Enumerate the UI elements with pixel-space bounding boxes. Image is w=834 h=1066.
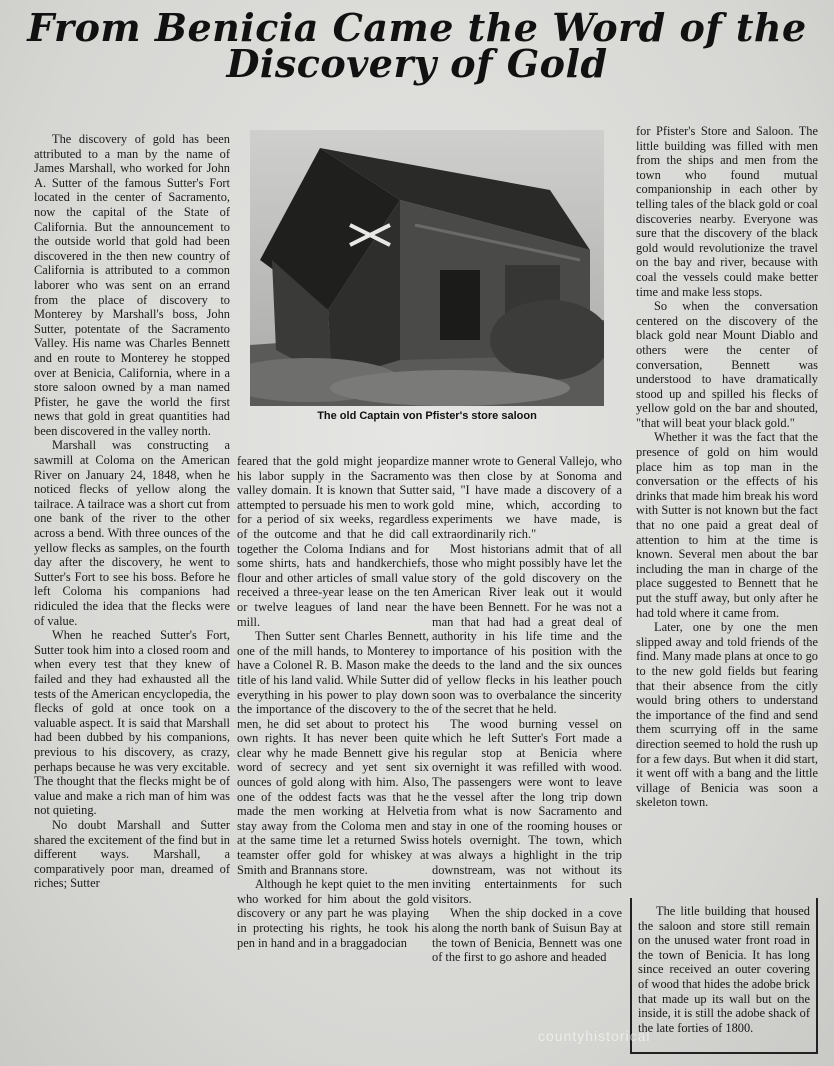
paragraph: Whether it was the fact that the presence of gold on him would place him as top man in the conversation or the effects of his drinks that made him break his word with Sutter is not known but the fact that no one paid a great deal of attention to him at the time is known. Several men about the bar including the man in charge of the place suggested to Bennett that he put the stuff away, but only after he had told where it came from. [636,430,818,620]
boxed-note [630,898,818,1054]
column-4 [636,124,818,896]
paragraph: Then Sutter sent Charles Bennett, one of the mill hands, to Monterey to have a Colonel R. B. Mason make the title of his land valid. While Sutter did everything in his power to play down the importance of the discovery to the men, he did set about to protect his own rights. It has never been quite clear why he made Bennett give his word of secrecy and yet sent six ounces of gold along with him. Also, one of the oddest facts was that he made the men working at Helvetia stay away from the Coloma men and at the same time let a returned Swiss teamster offer gold for whiskey at Smith and Brannans store. [237,629,429,877]
column-1 [34,132,230,1062]
headline-line-1: From Benicia Came the Word of the [27,5,807,50]
paragraph: The wood burning vessel on which he left Sutter's Fort made a regular stop at Benicia where overnight it was refilled with wood. The passengers were wont to leave the vessel after the long trip down from what is now Sacramento and stay in one of the rooming houses or hotels overnight. The town, which was always a highlight in the trip downstream, was not without its inviting entertainments for such visitors. [432,716,622,906]
paragraph: So when the conversation centered on the discovery of the black gold near Mount Diablo and others were the center of conversation, Bennett was understood to have dramatically stood up and spilled his flecks of yellow gold on the bar and shouted, "that will beat your black gold." [636,299,818,430]
paragraph: When the ship docked in a cove along the north bank of Suisun Bay at the town of Benicia, Bennett was one of the first to go ashore and headed [432,906,622,965]
paragraph: Although he kept quiet to the men who worked for him about the gold discovery or any part he was playing in protecting his rights, he took his pen in hand and in a braggadocian [237,877,429,950]
paragraph: Marshall was constructing a sawmill at Coloma on the American River on January 24, 1848, when he noticed flecks of yellow along the tailrace. A tailrace was a short cut from one bank of the river to the other across a bend. With three ounces of the yellow flecks as samples, on the fourth day after the discovery, he went to Sutter's Fort to see his boss. Before he left Coloma his companions had ridiculed the idea that the flecks were of value. [34,438,230,628]
paragraph: manner wrote to General Vallejo, who was then close by at Sonoma and said, "I have made a discovery of a gold mine, which, according to experiments we have made, is extraordinarily rich." [432,454,622,541]
watermark: countyhistorical [538,1028,651,1044]
paragraph: The discovery of gold has been attributed to a man by the name of James Marshall, who worked for John A. Sutter of the famous Sutter's Fort located in the center of Sacramento, now the capital of the State of California. But the announcement to the outside world that gold had been discovered in the then new country of California is attributed to a common laborer who was sent on an errand from the place of discovery to Monterey by Marshall's boss, John Sutter, potentate of the Sacramento Valley. His name was Charles Bennett and en route to Monterey he stopped over at Benicia, California, where in a store saloon owned by a man named Pfister, he gave the world the first news that gold in great quantities had been discovered in the valley north. [34,132,230,438]
photo-caption: The old Captain von Pfister's store saloon [317,410,537,422]
headline [20,5,814,86]
store-saloon-photo [250,130,604,406]
paragraph: Most historians admit that of all those who might possibly have let the story of the gold discovery on the American River leak out it would have been Bennett. For he was not a man that had had a great deal of authority in his life time and the importance of his position with the deeds to the land and the six ounces of yellow flecks in his leather pouch soon was to overbalance the sincerity of the secret that he held. [432,541,622,717]
paragraph: Later, one by one the men slipped away and told friends of the find. Many made plans at once to go to the new gold fields but fearing that their absence from the citly would bring others to understand the importance of the find and send them scurrying off in the same direction seemed to hold the rush up for a few days. But when it did start, it went off with a bang and the little village of Benicia was soon a skeleton town. [636,620,818,810]
column-3 [432,454,622,1062]
paragraph: When he reached Sutter's Fort, Sutter took him into a closed room and when every test that they knew of failed and they had exhausted all the tests of the American encyclopedia, the flecks of gold at once took on a valuable aspect. It is said that Marshall had been dubbed by his companions, previous to his discovery, as crazy, perhaps because he was very excitable. The thought that the flecks might be of value and make a rich man of him was not quieting. [34,628,230,818]
paragraph: No doubt Marshall and Sutter shared the excitement of the find but in different ways. Marshall, a comparatively poor man, dreamed of riches; Sutter [34,817,230,891]
paragraph: feared that the gold might jeopardize his labor supply in the Sacramento valley domain. It is known that Sutter attempted to persuade his men to work for a period of six weeks, regardless of the outcome and that he did call together the Coloma Indians and for some shirts, hats and handkerchiefs, flour and other articles of small value received a three-year lease on the ten or twelve leagues of land near the mill. [237,454,429,629]
paragraph: for Pfister's Store and Saloon. The little building was filled with men from the ships and men from the town who found mutual companionship in each other by telling tales of the black gold or coal discoveries nearby. Everyone was sure that the discovery of the black gold would revolutionize the travel on the bay and river, because with coal the vessels could make better time and make less stops. [636,124,818,299]
photo-illustration [250,130,604,406]
boxed-note-text: The litle building that housed the saloon and store still remain on the unused water front road in the town of Benicia. It has long since received an outer covering of wood that hides the adobe brick that made up its wall but on the inside, it is still the adobe shack of the late forties of 1800. [638,904,810,1035]
column-2 [237,454,429,1062]
headline-line-2: Discovery of Gold [226,41,608,86]
